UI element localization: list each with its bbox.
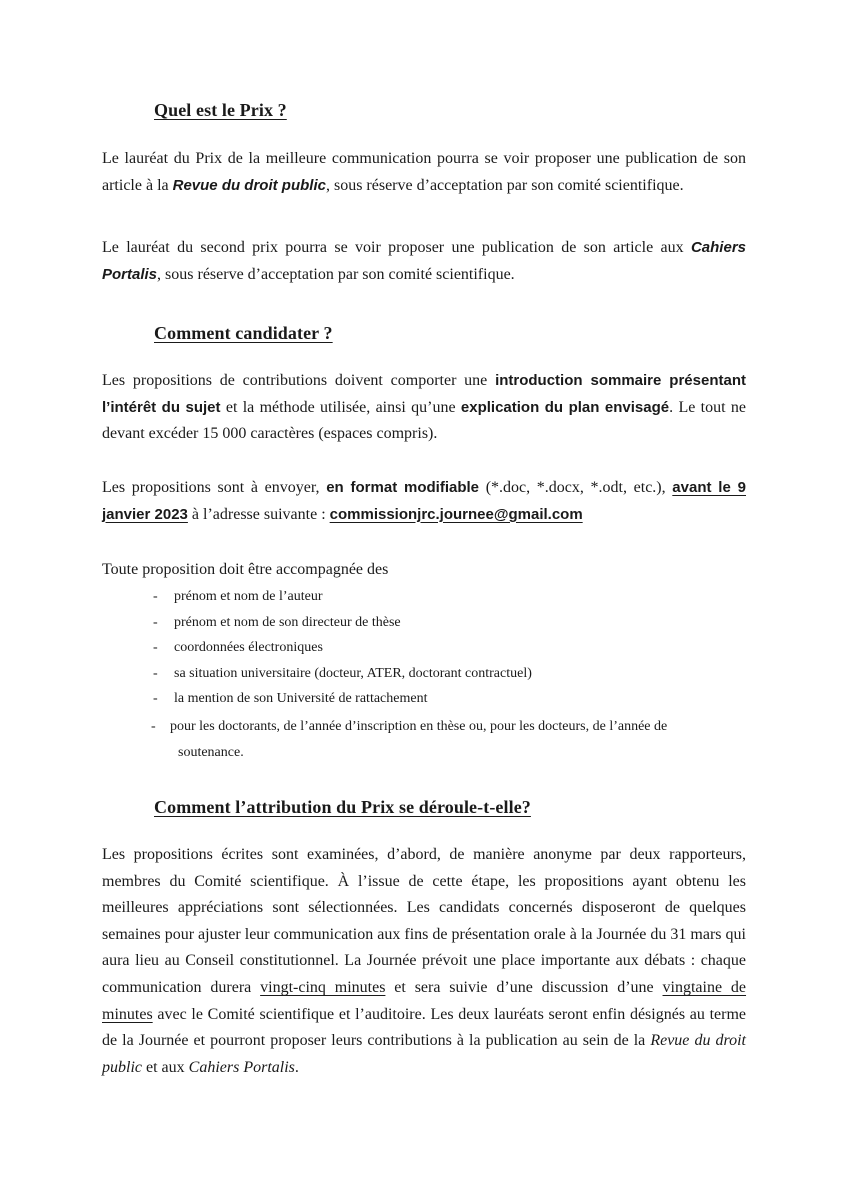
- text: .: [294, 1058, 299, 1076]
- list-item: [102, 661, 746, 687]
- text: à l’adresse suivante :: [187, 505, 330, 523]
- emphasis: en format modifiable: [326, 479, 480, 496]
- requirements-list: [102, 584, 746, 765]
- paragraph-envoi: [102, 475, 746, 528]
- heading-quel-est-le-prix: Quel est le Prix ?: [154, 100, 287, 120]
- duration: vingtaine de minutes: [102, 978, 747, 1023]
- list-item-text: la mention de son Université de rattachement: [174, 691, 428, 707]
- journal-name: Cahiers Portalis: [102, 239, 746, 283]
- text: . Le tout ne devant excéder 15 000 caractères (espaces compris).: [102, 398, 746, 442]
- text: Les propositions sont à envoyer,: [102, 479, 327, 496]
- text: et aux: [142, 1058, 189, 1076]
- email-link[interactable]: commissionjrc.journee@gmail.com: [329, 505, 583, 523]
- list-item: [102, 584, 746, 610]
- text: Les propositions de contributions doivent comporter une: [102, 372, 496, 389]
- text: et la méthode utilisée, ainsi qu’une: [220, 398, 461, 416]
- dash-marker: -: [153, 691, 158, 707]
- list-item: [102, 610, 746, 636]
- dash-marker: -: [151, 718, 156, 734]
- list-item-text: sa situation universitaire (docteur, ATER, doctorant contractuel): [174, 665, 532, 681]
- list-item-text: prénom et nom de l’auteur: [174, 589, 323, 604]
- text: avec le Comité scientifique et l’auditoire. Les deux lauréats seront enfin désignés au terme de la Journée et pourront proposer leurs contributions à la publication au sein de la: [102, 1005, 746, 1050]
- text: Les propositions écrites sont examinées, d’abord, de manière anonyme par deux rapporteurs, membres du Comité scientifique. À l’issue de cette étape, les propositions ayant obtenu les meilleures appréciations sont sélectionnées. Les candidats concernés disposeront de quelques semaines pour ajuster leur communication aux fins de présentation orale à la Journée du 31 mars qui aura lieu au Conseil constitutionnel. La Journée prévoit une place importante aux débats : chaque communication durera: [102, 846, 746, 996]
- list-intro: Toute proposition doit être accompagnée des: [102, 561, 389, 578]
- list-item: [102, 714, 746, 765]
- text: et sera suivie d’une discussion d’une: [385, 978, 663, 996]
- dash-marker: -: [153, 640, 158, 656]
- list-item-text-continued: soutenance.: [178, 744, 244, 760]
- dash-marker: -: [153, 589, 158, 604]
- heading-comment-candidater: Comment candidater ?: [154, 323, 333, 343]
- text: , sous réserve d’acceptation par son comité scientifique.: [157, 265, 515, 283]
- text: Le lauréat du second prix pourra se voir proposer une publication de son article aux: [102, 239, 691, 256]
- emphasis: explication du plan envisagé: [460, 398, 670, 416]
- list-item: [102, 635, 746, 661]
- paragraph-attribution: [102, 842, 746, 1081]
- dash-marker: -: [153, 614, 158, 630]
- paragraph-laureat-second: [102, 235, 746, 288]
- duration: vingt-cinq minutes: [260, 978, 386, 996]
- paragraph-laureat-premier: [102, 146, 746, 199]
- list-item-text: prénom et nom de son directeur de thèse: [174, 614, 401, 630]
- list-item-text: pour les doctorants, de l’année d’inscription en thèse ou, pour les docteurs, de l’année de: [170, 718, 668, 734]
- dash-marker: -: [153, 665, 158, 681]
- journal-name: Revue du droit public: [102, 1032, 747, 1076]
- paragraph-propositions: [102, 368, 746, 448]
- emphasis: introduction sommaire présentant l’intérêt du sujet: [102, 372, 746, 416]
- deadline: avant le 9 janvier 2023: [102, 479, 746, 523]
- heading-attribution-du-prix: Comment l’attribution du Prix se déroule-t-elle?: [154, 797, 531, 817]
- journal-name: Revue du droit public: [172, 176, 326, 194]
- list-item-text: coordonnées électroniques: [174, 640, 323, 656]
- list-item: [102, 686, 746, 712]
- text: Le lauréat du Prix de la meilleure communication pourra se voir proposer une publication de son article à la: [102, 150, 746, 194]
- text: , sous réserve d’acceptation par son comité scientifique.: [325, 176, 684, 194]
- journal-name: Cahiers Portalis: [188, 1058, 295, 1076]
- text: (*.doc, *.docx, *.odt, etc.),: [479, 479, 673, 496]
